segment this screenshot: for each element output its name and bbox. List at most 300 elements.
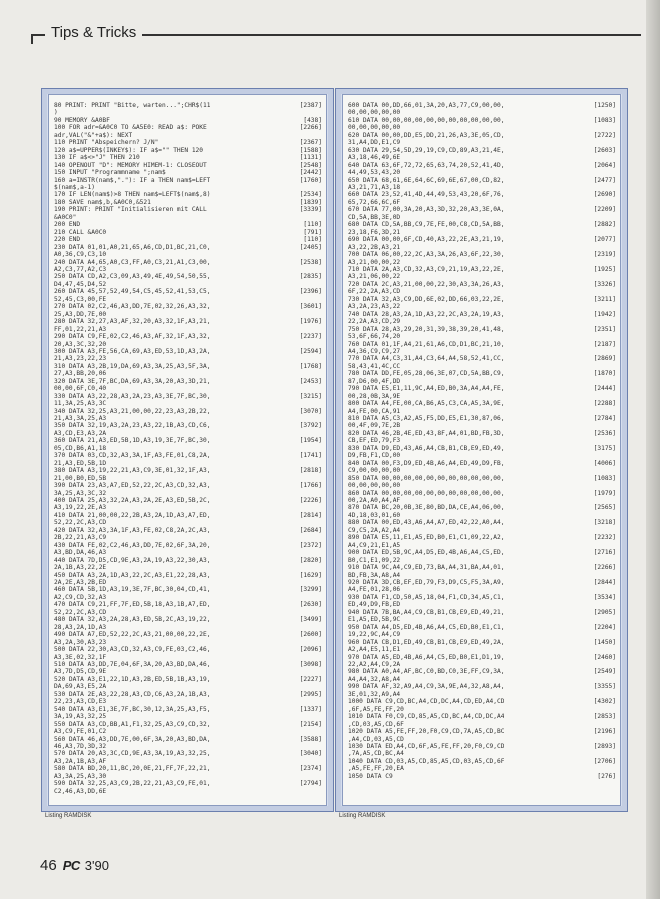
line-checksum: [3339] (299, 206, 322, 214)
line-checksum: [2227] (299, 675, 322, 683)
line-code: BD,FB,3A,A8,A4 (348, 571, 401, 579)
line-code: 1010 DATA F0,C9,CD,85,A5,CD,BC,A4,CD,DC,A4 (348, 713, 505, 721)
listing-line (54, 273, 322, 280)
listing-line (348, 482, 616, 489)
line-checksum: [2367] (299, 139, 322, 147)
listing-line (348, 370, 616, 377)
line-code: 80 PRINT: PRINT "Bitte, warten...";CHR$(11 (54, 102, 211, 109)
line-code: ,A4,CD,03,A5,CD (348, 735, 404, 743)
listing-line (348, 721, 616, 728)
line-checksum: [1976] (299, 318, 322, 326)
listing-line (54, 586, 322, 593)
line-checksum: [2460] (593, 653, 616, 661)
line-checksum: [3588] (299, 735, 322, 743)
line-checksum: [2684] (299, 526, 322, 534)
line-code: 890 DATA E5,11,E1,A5,ED,B0,E1,C1,09,22,A2, (348, 534, 505, 542)
listing-line (348, 326, 616, 333)
line-code: 130 IF a$<>"J" THEN 210 (54, 154, 140, 162)
listing-line (54, 109, 322, 116)
listing-line (348, 728, 616, 735)
listing-line (54, 542, 322, 549)
line-checksum: [2995] (299, 690, 322, 698)
listing-line (54, 169, 322, 176)
line-code: 52,45,C3,00,FE (54, 295, 107, 303)
listing-line (54, 281, 322, 288)
line-code: 1050 DATA C9 (348, 772, 393, 780)
listing-caption-left: Listing RAMDISK (45, 813, 92, 819)
line-code: 750 DATA 28,A3,29,20,31,39,38,39,20,41,48, (348, 325, 505, 333)
line-code: 05,CD,B6,A1,18 (54, 444, 107, 452)
line-code: 860 DATA 00,00,00,00,00,00,00,00,00,00,00, (348, 489, 505, 497)
listing-line (348, 594, 616, 601)
listing-line (54, 780, 322, 787)
listing-line (348, 519, 616, 526)
line-code: 520 DATA A3,E1,22,1D,A3,2B,ED,5B,1B,A3,19, (54, 675, 211, 683)
line-code: E1,A5,ED,5B,9C (348, 616, 401, 624)
line-checksum: [2600] (299, 631, 322, 639)
listing-line (54, 348, 322, 355)
listing-line (348, 430, 616, 437)
listing-line (348, 646, 616, 653)
line-code: 640 DATA 63,6F,72,72,65,63,74,20,52,41,4D, (348, 161, 505, 169)
listing-line (348, 184, 616, 191)
listing-line (54, 646, 322, 653)
listing-line (348, 341, 616, 348)
listing-line (54, 765, 322, 772)
listing-line (348, 214, 616, 221)
listing-line (348, 765, 616, 772)
listing-line (348, 296, 616, 303)
listing-line (348, 736, 616, 743)
line-checksum: [3215] (299, 392, 322, 400)
line-code: 250 DATA CD,A2,C3,09,A3,49,4E,49,54,50,55, (54, 273, 211, 281)
line-code: 28,A3,2A,1D,A3 (54, 623, 107, 631)
line-checksum: [3211] (593, 295, 616, 303)
listing-line (54, 668, 322, 675)
line-code: 740 DATA 28,A3,2A,1D,A3,22,2C,A3,2A,19,A3, (348, 310, 505, 318)
line-checksum: [1979] (593, 489, 616, 497)
line-checksum: [3218] (593, 519, 616, 527)
listing-line (54, 654, 322, 661)
line-code: 440 DATA 7D,D5,CD,9E,A3,2A,19,A3,22,30,A3, (54, 556, 211, 564)
line-checksum: [110] (303, 221, 322, 229)
listing-line (54, 385, 322, 392)
listing-line (54, 609, 322, 616)
listing-line (54, 177, 322, 184)
line-checksum: [2405] (299, 243, 322, 251)
line-code: 600 DATA 00,DD,66,01,3A,20,A3,77,C9,00,00, (348, 102, 505, 109)
line-code: ED,49,D9,FB,ED (348, 601, 401, 609)
line-code: 200 END (54, 221, 81, 229)
line-code: 650 DATA 68,61,6E,64,6C,69,6E,67,00,CD,82, (348, 176, 505, 184)
listing-line (348, 273, 616, 280)
line-code: A3,2A,1B,A3,AF (54, 757, 107, 765)
listing-line (348, 609, 616, 616)
line-code: 120 a$=UPPER$(INKEY$): IF a$="" THEN 120 (54, 146, 204, 154)
line-checksum: [2536] (593, 429, 616, 437)
line-code: 670 DATA 77,00,3A,20,A3,3D,32,20,A3,3E,0A, (348, 206, 505, 214)
section-title: Tips & Tricks (45, 24, 142, 41)
listing-line (54, 624, 322, 631)
line-checksum: [2209] (593, 206, 616, 214)
listing-line (348, 557, 616, 564)
line-checksum: [2882] (593, 221, 616, 229)
line-checksum: [1766] (299, 482, 322, 490)
listing-line (54, 400, 322, 407)
listing-line (348, 177, 616, 184)
line-code: 22,2A,A3,CD,29 (348, 318, 401, 326)
listing-line (54, 311, 322, 318)
line-checksum: [2396] (299, 288, 322, 296)
listing-line (54, 236, 322, 243)
line-code: DA,69,A3,E5,2A (54, 683, 107, 691)
line-code: A3,22,2B,A3,21 (348, 243, 401, 251)
line-checksum: [2477] (593, 176, 616, 184)
line-code: 110 PRINT "Abspeichern? J/N" (54, 139, 159, 147)
line-checksum: [3792] (299, 422, 322, 430)
listing-line (54, 206, 322, 213)
listing-line (54, 557, 322, 564)
line-checksum: [2187] (593, 340, 616, 348)
listing-line (54, 788, 322, 795)
line-code: 210 CALL &A0C0 (54, 228, 107, 236)
line-code: 530 DATA 2E,A3,22,28,A3,CD,C6,A3,2A,1B,A3, (54, 690, 211, 698)
listing-lines-right (343, 95, 620, 780)
line-code: 21,00,B0,ED,5B (54, 474, 107, 482)
listing-line (54, 139, 322, 146)
listing-line (54, 460, 322, 467)
line-code: 810 DATA A5,C3,A2,A5,F5,DD,E5,E1,30,87,06, (348, 415, 505, 423)
line-checksum: [2690] (593, 191, 616, 199)
line-code: 320 DATA 3E,7F,BC,DA,69,A3,3A,20,A3,3D,21, (54, 377, 211, 385)
line-checksum: [2204] (593, 623, 616, 631)
line-code: 560 DATA 46,A3,DD,7E,00,6F,3A,20,A3,BD,DA, (54, 735, 211, 743)
line-checksum: [3299] (299, 586, 322, 594)
line-checksum: [2387] (299, 102, 322, 109)
listing-line (54, 415, 322, 422)
line-code: 4D,18,03,01,60 (348, 511, 401, 519)
line-checksum: [2818] (299, 467, 322, 475)
line-checksum: [3534] (593, 593, 616, 601)
line-checksum: [3499] (299, 616, 322, 624)
line-code: 340 DATA 32,25,A3,21,00,00,22,23,A3,2B,22, (54, 407, 211, 415)
line-checksum: [4006] (593, 459, 616, 467)
line-code: 290 DATA C9,FE,02,C2,46,A3,AF,32,1F,A3,32, (54, 333, 211, 341)
line-code: $(nam$,a-1) (54, 183, 95, 191)
line-code: 31,A4,DD,E1,C9 (348, 139, 401, 147)
line-code: 380 DATA A3,19,22,21,A3,C9,3E,01,32,1F,A3, (54, 467, 211, 475)
listing-line (348, 191, 616, 198)
line-code: A3,21,06,00,22 (348, 273, 401, 281)
line-code: 46,A3,7D,3D,32 (54, 742, 107, 750)
listing-line (54, 341, 322, 348)
listing-line (54, 333, 322, 340)
line-code: 470 DATA C9,21,FF,7F,ED,5B,18,A3,1B,A7,ED, (54, 601, 211, 609)
line-checksum: [2905] (593, 608, 616, 616)
listing-line (54, 303, 322, 310)
line-checksum: [3070] (299, 407, 322, 415)
line-code: 660 DATA 23,52,41,4D,44,49,53,43,20,6F,76, (348, 191, 505, 199)
listing-line (348, 348, 616, 355)
listing-line (348, 244, 616, 251)
line-code: 720 DATA 2C,A3,21,00,00,22,30,A3,3A,26,A3, (348, 280, 505, 288)
line-code: 230 DATA 01,01,A0,21,65,A6,CD,D1,BC,21,C0, (54, 243, 211, 251)
line-code: 2A,2E,A3,2B,ED (54, 579, 107, 586)
listing-line (54, 430, 322, 437)
listing-line (348, 713, 616, 720)
listing-line (348, 639, 616, 646)
listing-line (54, 266, 322, 273)
listing-caption-right: Listing RAMDISK (339, 813, 386, 819)
listing-line (54, 229, 322, 236)
line-checksum: [2794] (299, 780, 322, 788)
listing-line (348, 691, 616, 698)
listing-line (348, 266, 616, 273)
listing-line (348, 333, 616, 340)
line-checksum: [1083] (593, 116, 616, 124)
listing-line (54, 117, 322, 124)
line-checksum: [438] (303, 116, 322, 124)
line-checksum: [2869] (593, 355, 616, 363)
line-code: A3,2A,30,A3,23 (54, 638, 107, 646)
listing-line (348, 378, 616, 385)
line-code: 590 DATA 32,25,A3,C9,2B,22,21,A3,C9,FE,01, (54, 780, 211, 788)
line-code: 3A,25,A3,3C,32 (54, 489, 107, 497)
listing-line (348, 199, 616, 206)
line-code: A3,C9,FE,01,C2 (54, 728, 107, 736)
line-code: 220 END (54, 236, 81, 244)
line-code: 570 DATA 20,A3,3C,CD,9E,A3,3A,19,A3,32,25, (54, 750, 211, 758)
listing-line (54, 363, 322, 370)
line-code: 58,43,41,4C,CC (348, 362, 401, 370)
listing-line (54, 191, 322, 198)
line-checksum: [2814] (299, 511, 322, 519)
listing-line (348, 355, 616, 362)
line-code: 21,A3,ED,5B,1D (54, 459, 107, 467)
listing-line (54, 259, 322, 266)
line-checksum: [2096] (299, 646, 322, 654)
line-checksum: [2835] (299, 273, 322, 281)
listing-line (348, 758, 616, 765)
line-code: 410 DATA 21,00,00,22,2B,A3,2A,1D,A3,A7,ED, (54, 511, 211, 519)
listing-line (348, 542, 616, 549)
listing-lines-left (49, 95, 326, 795)
line-checksum: [2538] (299, 258, 322, 266)
line-code: 270 DATA 02,C2,46,A3,DD,7E,02,32,26,A3,32, (54, 303, 211, 311)
line-checksum: [1588] (299, 146, 322, 154)
listing-line (54, 370, 322, 377)
listing-line (348, 706, 616, 713)
line-code: 87,D6,00,4F,DD (348, 377, 401, 385)
line-code: 760 DATA 01,1F,A4,21,61,A6,CD,D1,BC,21,10, (348, 340, 505, 348)
line-code: 940 DATA 7B,BA,A4,C9,CB,B1,CB,E9,ED,49,21, (348, 608, 505, 616)
line-checksum: [2534] (299, 191, 322, 199)
listing-line (348, 303, 616, 310)
listing-line (348, 408, 616, 415)
line-checksum: [1083] (593, 474, 616, 482)
line-code: A4,36,C9,C9,27 (348, 347, 401, 355)
listing-line (348, 497, 616, 504)
line-code: D9,FB,F1,CD,00 (348, 452, 401, 460)
line-code: 680 DATA CD,5A,BB,C9,7E,FE,00,C8,CD,5A,BB, (348, 221, 505, 229)
line-code: 390 DATA 23,A3,A7,ED,52,22,2C,A3,CD,32,A3, (54, 482, 211, 490)
listing-line (348, 654, 616, 661)
line-checksum: [2319] (593, 251, 616, 259)
listing-line (348, 318, 616, 325)
line-checksum: [2784] (593, 415, 616, 423)
line-code: 960 DATA CB,D1,ED,49,CB,B1,CB,E9,ED,49,2A, (348, 638, 505, 646)
line-code: 700 DATA 06,00,22,2C,A3,3A,26,A3,6F,22,30, (348, 251, 505, 259)
line-code: 970 DATA A5,ED,4B,A6,A4,C5,ED,B0,E1,D1,19, (348, 653, 505, 661)
line-code: 190 PRINT: PRINT "Initialisieren mit CALL (54, 206, 207, 214)
listing-line (54, 199, 322, 206)
line-code: 2A,1B,A3,22,2E (54, 564, 107, 572)
line-code: ) (54, 109, 58, 117)
line-code: 1040 DATA CD,03,A5,CD,85,A5,CD,03,A5,CD,6F (348, 757, 505, 765)
line-code: A3,21,00,00,22 (348, 258, 401, 266)
line-checksum: [4302] (593, 698, 616, 706)
listing-line (54, 445, 322, 452)
line-code: 00,00,00,00,00 (348, 124, 401, 132)
line-code: 420 DATA 32,A3,3A,1F,A3,FE,02,C8,2A,2C,A3, (54, 526, 211, 534)
line-checksum: [2351] (593, 325, 616, 333)
line-checksum: [1250] (593, 102, 616, 109)
line-code: 25,A3,DD,7E,00 (54, 310, 107, 318)
line-code: 480 DATA 32,A3,2A,28,A3,ED,5B,2C,A3,19,22, (54, 616, 211, 624)
line-code: 21,A3,3A,25,A3 (54, 415, 107, 423)
listing-line (348, 527, 616, 534)
line-checksum: [2288] (593, 400, 616, 408)
line-checksum: [3601] (299, 303, 322, 311)
listing-line (54, 490, 322, 497)
line-code: 44,49,53,43,20 (348, 169, 401, 177)
line-code: 540 DATA A3,E1,3E,7F,BC,30,12,3A,25,A3,F5, (54, 705, 211, 713)
line-code: 900 DATA ED,5B,9C,A4,D5,ED,4B,A6,A4,C5,ED, (348, 549, 505, 557)
line-code: 90 MEMORY &A0BF (54, 116, 110, 124)
listing-line (348, 221, 616, 228)
listing-line (348, 236, 616, 243)
listing-line (348, 251, 616, 258)
line-checksum: [2372] (299, 541, 322, 549)
listing-line (54, 698, 322, 705)
listing-line (54, 534, 322, 541)
line-code: A3,21,71,A3,18 (348, 183, 401, 191)
line-checksum: [1131] (299, 154, 322, 162)
line-code: 3E,01,32,A9,A4 (348, 690, 401, 698)
line-code: ,CD,03,A5,CD,6F (348, 720, 404, 728)
listing-line (54, 288, 322, 295)
line-code: 780 DATA DD,FE,05,28,06,3E,07,CD,5A,BB,C9, (348, 370, 505, 378)
listing-line (348, 117, 616, 124)
listing-line (54, 519, 322, 526)
line-checksum: [2154] (299, 720, 322, 728)
line-checksum: [3098] (299, 660, 322, 668)
line-checksum: [2603] (593, 146, 616, 154)
listing-line (348, 132, 616, 139)
listing-line (54, 475, 322, 482)
line-checksum: [276] (597, 772, 616, 780)
listing-line (54, 504, 322, 511)
line-code: 1020 DATA A5,FE,FF,20,F0,C9,CD,7A,A5,CD,BC (348, 728, 505, 736)
line-checksum: [2232] (593, 534, 616, 542)
line-checksum: [2064] (593, 161, 616, 169)
line-checksum: [2077] (593, 236, 616, 244)
listing-line (348, 154, 616, 161)
line-code: A3,CD,E3,A3,2A (54, 429, 107, 437)
line-code: A3,3A,25,A3,30 (54, 772, 107, 780)
line-code: 6F,22,2A,A3,CD (348, 288, 401, 296)
listing-line (348, 601, 616, 608)
listing-line (348, 698, 616, 705)
listing-line (54, 124, 322, 131)
line-code: 710 DATA 2A,A3,CD,32,A3,C9,21,19,A3,22,2E, (348, 265, 505, 273)
line-checksum: [2630] (299, 601, 322, 609)
listing-line (54, 691, 322, 698)
listing-line (54, 676, 322, 683)
listing-line (54, 132, 322, 139)
listing-line (54, 594, 322, 601)
line-checksum: [2722] (593, 131, 616, 139)
listing-line (348, 490, 616, 497)
line-code: C9,00,00,00,00 (348, 467, 401, 475)
listing-line (348, 579, 616, 586)
line-code: A4,FE,00,CA,91 (348, 407, 401, 415)
line-code: 11,3A,25,A3,3C (54, 400, 107, 408)
line-code: A3,BD,DA,46,A3 (54, 549, 107, 557)
listing-line (54, 773, 322, 780)
code-listing-right (342, 94, 621, 806)
listing-line (348, 206, 616, 213)
line-code: 910 DATA 9C,A4,C9,ED,73,BA,A4,31,BA,A4,01, (348, 564, 505, 572)
listing-line (54, 162, 322, 169)
line-code: 53,6F,66,74,20 (348, 333, 401, 341)
line-code: 550 DATA A3,CD,BB,A1,F1,32,25,A3,C9,CD,32, (54, 720, 211, 728)
line-code: 730 DATA 32,A3,C9,DD,6E,02,DD,66,03,22,2E, (348, 295, 505, 303)
listing-line (348, 400, 616, 407)
line-checksum: [1629] (299, 571, 322, 579)
line-code: C2,46,A3,DD,6E (54, 787, 107, 795)
listing-line (348, 616, 616, 623)
listing-line (348, 534, 616, 541)
listing-line (348, 661, 616, 668)
line-checksum: [2374] (299, 765, 322, 773)
listing-line (54, 184, 322, 191)
line-checksum: [3326] (593, 280, 616, 288)
line-code: 610 DATA 00,00,00,00,00,00,00,00,00,00,00, (348, 116, 505, 124)
line-checksum: [1870] (593, 370, 616, 378)
listing-line (54, 326, 322, 333)
line-checksum: [1839] (299, 198, 322, 206)
line-code: 950 DATA A4,D5,ED,4B,A6,A4,C5,ED,B0,E1,C1, (348, 623, 505, 631)
line-code: A0,36,C9,C3,10 (54, 251, 107, 259)
listing-line (348, 288, 616, 295)
line-checksum: [2716] (593, 549, 616, 557)
line-code: 23,18,F6,3D,21 (348, 228, 401, 236)
line-code: 450 DATA A3,2A,1D,A3,22,2C,A3,E1,22,28,A3, (54, 571, 211, 579)
listing-line (54, 452, 322, 459)
line-code: 00,2A,A0,A4,AF (348, 497, 401, 505)
line-code: A3,18,46,49,6E (348, 154, 401, 162)
listing-line (348, 624, 616, 631)
listing-line (54, 214, 322, 221)
line-checksum: [2565] (593, 504, 616, 512)
listing-line (348, 124, 616, 131)
line-checksum: [2266] (593, 564, 616, 572)
line-code: 00,00,00,00,00 (348, 482, 401, 490)
listing-line (348, 422, 616, 429)
line-code: A3,19,22,2E,A3 (54, 504, 107, 512)
line-code: 21,A3,23,22,23 (54, 355, 107, 363)
